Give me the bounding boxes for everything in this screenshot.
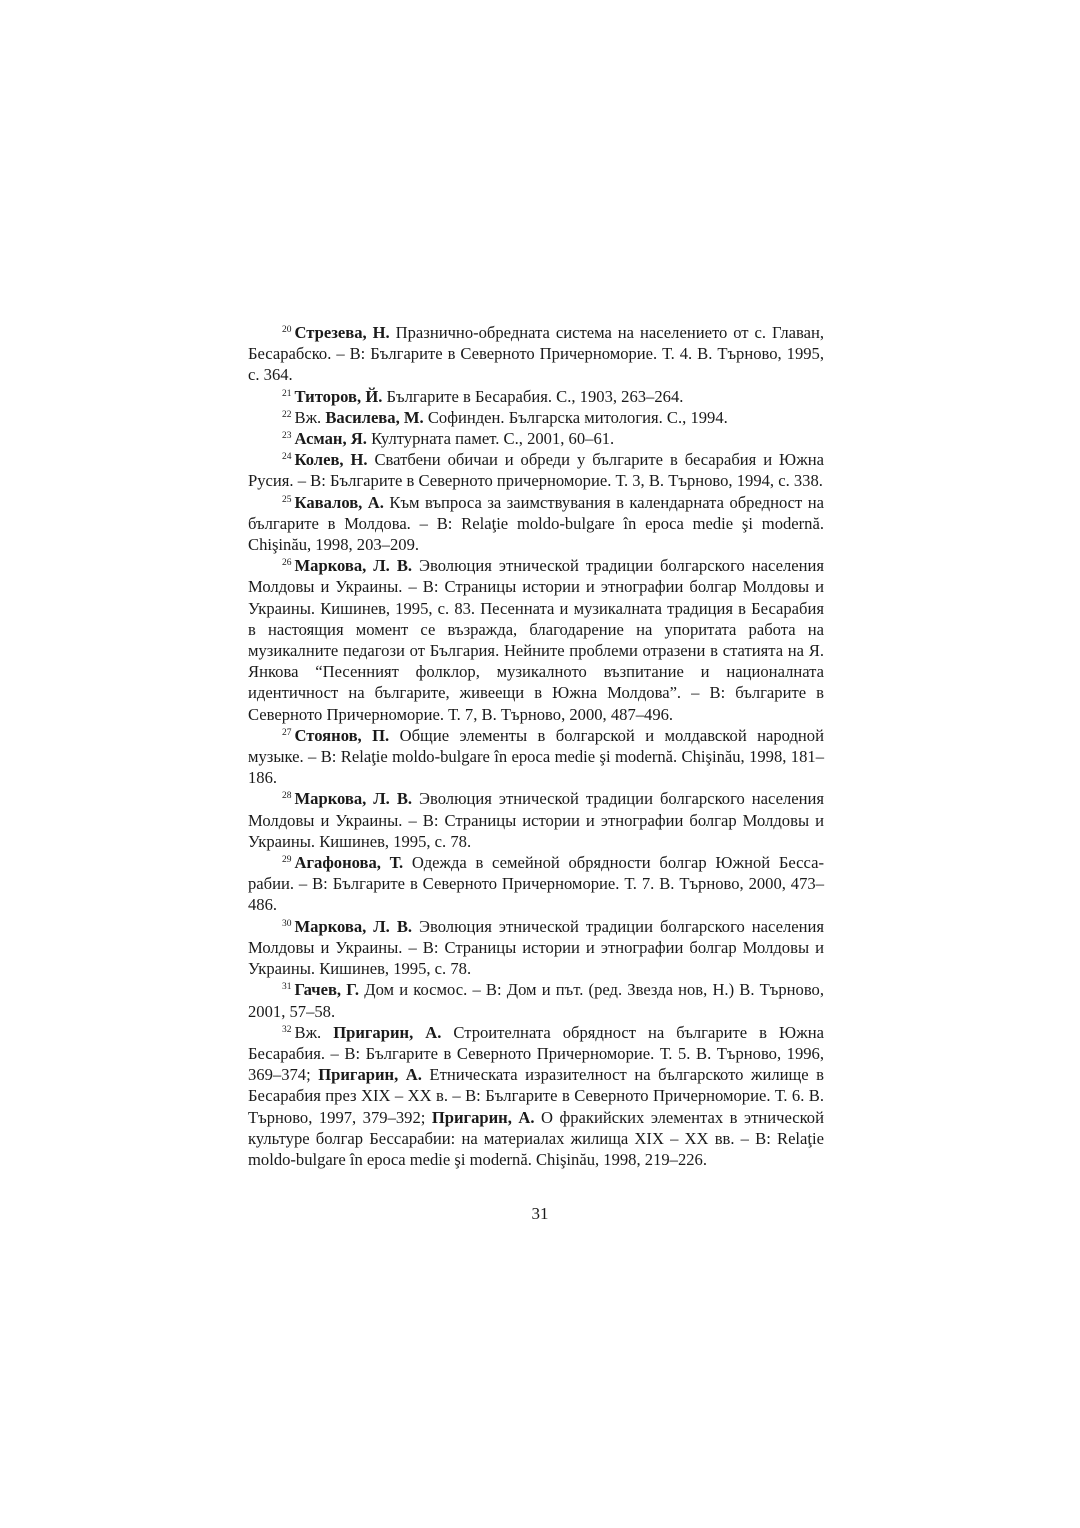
footnote-author: Маркова, Л. В. <box>294 789 413 809</box>
footnote-number: 20 <box>282 325 292 335</box>
footnote-number: 31 <box>282 982 292 993</box>
footnote-author: Пригарин, А. <box>318 1065 422 1085</box>
footnote-number: 29 <box>282 855 292 866</box>
footnote-text: Дом и космос. – В: Дом и път. (ред. Звезда нов, Н.) В. Търново, 2001, 57–58. <box>248 980 825 1021</box>
footnote-author: Маркова, Л. В. <box>294 916 413 936</box>
footnote-author: Агафонова, Т. <box>294 853 404 873</box>
footnote-26 <box>248 555 824 725</box>
footnote-text: Эволюция этнической традиции болгарского населения Молдовы и Украины. – В: Страницы истории и этнографии болгар Молдовы и Украины. Кишинев, 1995, с. 78. <box>248 789 824 851</box>
footnote-text: Културната памет. С., 2001, 60–61. <box>366 429 615 449</box>
footnote-author: Титоров, Й. <box>294 386 383 406</box>
footnote-number: 28 <box>282 791 292 802</box>
footnote-text: Към въпроса за заимствувания в календарната обредност на българите в Молдова. – В: Relaţie moldo-bulgare în epoca medie şi modernă. Chişinău, 1998, 203–209. <box>248 492 824 555</box>
footnote-author: Асман, Я. <box>294 429 367 449</box>
footnote-text: Българите в Бесарабия. С., 1903, 263–264. <box>382 386 684 406</box>
footnote-text: Вж. <box>294 1022 334 1042</box>
footnote-text: Общие элементы в болгарской и молдавской народной музыке. – В: Relaţie moldo-bulgare în epoca medie şi modernă. Chişinău, 1998, 181–186. <box>248 725 824 788</box>
footnotes-block <box>248 322 824 1170</box>
footnote-text: Вж. <box>294 407 326 427</box>
footnote-author: Колев, Н. <box>294 450 368 470</box>
footnote-author: Гачев, Г. <box>294 980 360 1000</box>
footnote-29 <box>248 852 824 916</box>
footnote-text: Софинден. Българска митология. С., 1994. <box>423 407 728 427</box>
footnote-23 <box>248 428 824 449</box>
footnote-number: 21 <box>282 388 292 399</box>
footnote-32 <box>248 1022 824 1170</box>
footnote-number: 24 <box>282 452 292 463</box>
footnote-number: 30 <box>282 918 292 929</box>
footnote-number: 27 <box>282 727 292 738</box>
footnote-text: Эволюция этнической традиции болгарского населения Молдовы и Украины. – В: Страницы истории и этнографии болгар Молдовы и Украины. Кишинев, 1995, с. 83. Песенната и музикалната традиция в Бесарабия в настоящия момент се възражда, благодарение на упоритата работа на музикалните педагози от България. Нейните проблеми отразени в статията на Я. Янкова “Песенният фолклор, музикалното възпитание и националната идентичност на българите, живеещи в Южна Молдова”. – В: българите в Северното Причерноморие. Т. 7, В. Търново, 2000, 487–496. <box>248 556 824 724</box>
footnote-author: Кавалов, А. <box>294 492 384 512</box>
footnote-author: Пригарин, А. <box>431 1107 535 1127</box>
footnote-28 <box>248 788 824 852</box>
footnote-20 <box>248 322 824 386</box>
footnote-25 <box>248 492 824 556</box>
footnote-author: Василева, М. <box>325 407 424 427</box>
footnote-number: 25 <box>282 494 292 505</box>
footnote-31 <box>248 979 824 1021</box>
footnote-27 <box>248 725 824 789</box>
footnote-text: Одежда в семейной обрядности болгар Южной Бессарабии. – В: Българите в Северното Причерноморие. Т. 7. В. Търново, 2000, 473–486. <box>248 853 824 915</box>
footnote-text: Эволюция этнической традиции болгарского населения Молдовы и Украины. – В: Страницы истории и этнографии болгар Молдовы и Украины. Кишинев, 1995, с. 78. <box>248 916 824 979</box>
footnote-number: 26 <box>282 558 292 569</box>
footnote-author: Стрезева, Н. <box>294 323 390 342</box>
footnote-author: Маркова, Л. В. <box>294 556 413 576</box>
footnote-text: Празнично-обредната система на населението от с. Главан, Бесарабско. – В: Българите в Северното Причерноморие. Т. 4. В. Търново, 1995, с. 364. <box>248 323 824 385</box>
page-number: 31 <box>531 1204 549 1223</box>
footnote-author: Пригарин, А. <box>333 1022 442 1042</box>
footnote-text: Строителната обрядност на българите в Южна Бесарабия. – В: Българите в Северното Причерноморие. Т. 5. В. Търново, 1996, 369–374; <box>248 1022 824 1085</box>
footnote-number: 32 <box>282 1024 292 1035</box>
footnote-30 <box>248 916 824 980</box>
footnote-number: 22 <box>282 409 292 420</box>
footnote-author: Стоянов, П. <box>294 725 390 745</box>
footnote-text: Сватбени обичаи и обреди у българите в бесарабия и Южна Русия. – В: Българите в Северното причерноморие. Т. 3, В. Търново, 1994, с. 338. <box>248 450 824 491</box>
footnote-21 <box>248 386 824 407</box>
footnote-number: 23 <box>282 431 292 442</box>
footnote-24 <box>248 449 824 491</box>
footnote-22 <box>248 407 824 428</box>
footnote-text: О фракийских элементах в этнической культуре болгар Бессарабии: на материалах жилища XIX – XX вв. – В: Relaţie moldo-bulgare în epoca medie şi modernă. Chişinău, 1998, 219–226. <box>248 1107 824 1169</box>
footnote-text: Етническата изразителност на българското жилище в Бесарабия през XIX – XX в. – В: Българите в Северното Причерноморие. Т. 6. В. Търново, 1997, 379–392; <box>248 1065 824 1127</box>
